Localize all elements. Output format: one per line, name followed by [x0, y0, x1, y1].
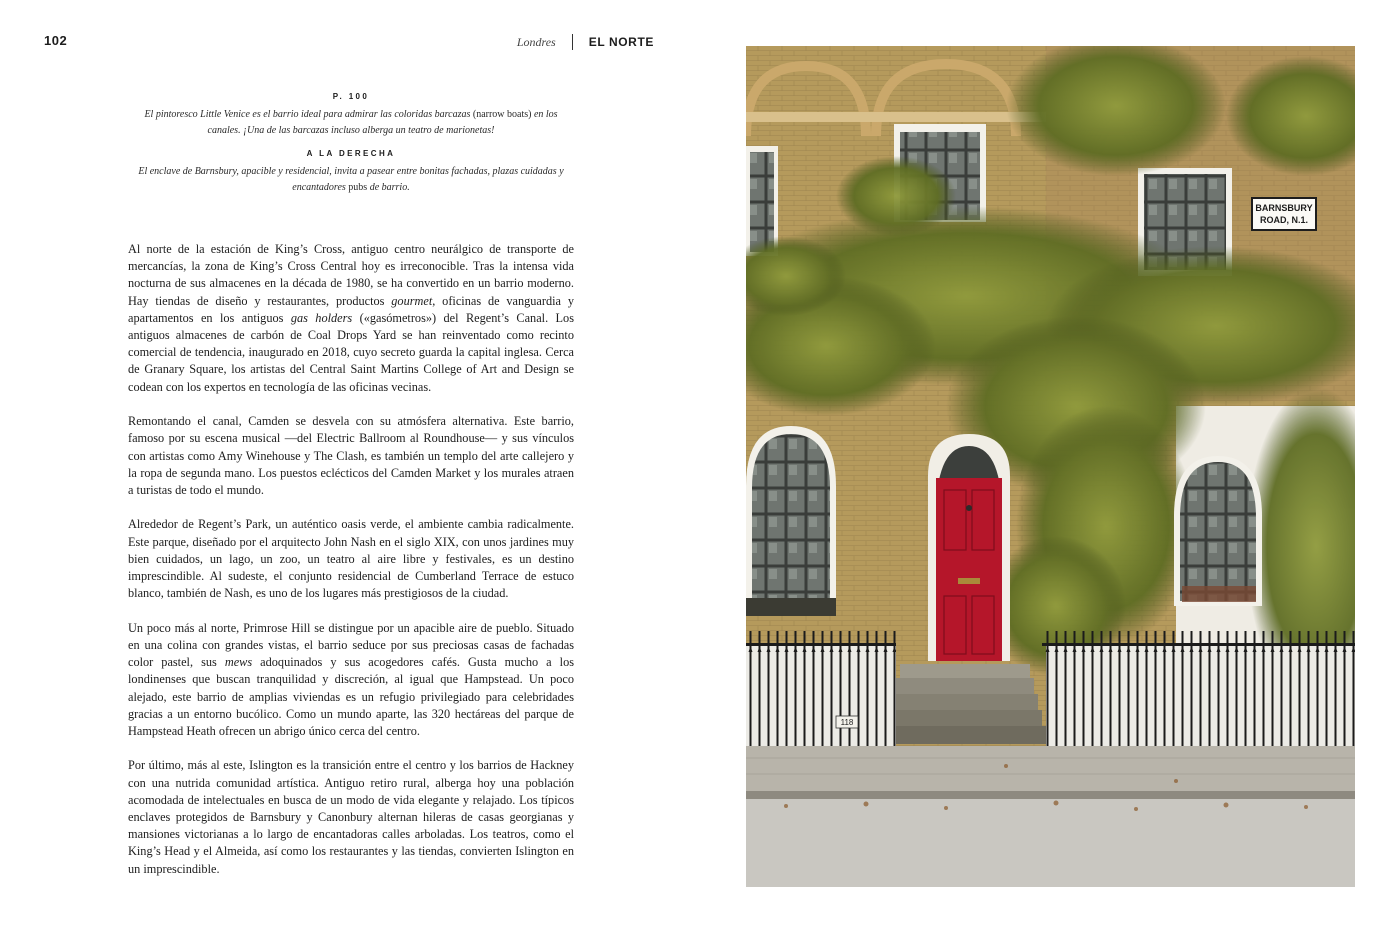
- curb: [746, 791, 1355, 799]
- caption-text: [128, 107, 574, 139]
- text-run: , oficinas de vanguardia y apartamentos en los antiguos: [128, 293, 574, 325]
- caption-segment: El enclave de Barnsbury, apacible y residencial, invita a pasear entre bonitas fachadas, plazas cuidadas y encantadores: [138, 166, 564, 193]
- caption-text: [128, 164, 574, 196]
- house-number: 118: [840, 718, 854, 727]
- street-sign: [1252, 198, 1316, 230]
- body-paragraph: [128, 757, 574, 877]
- pavement: [746, 746, 1355, 791]
- running-head-divider: [572, 34, 573, 50]
- caption-segment: El pintoresco Little Venice es el barrio ideal para admirar las coloridas barcazas: [144, 109, 473, 120]
- caption-label: A LA DERECHA: [306, 149, 396, 158]
- text-run: Por último, más al este, Islington es la transición entre el centro y los barrios de Hackney con una nutrida comunidad artística. Antiguo retiro rural, alberga hoy una población acomodada de intelectuales en busca de un modo de vida elegante y relajado. Los típicos enclaves protegidos de Barnsbury y Canonbury alternan hileras de casas georgianas y mansiones victorianas a lo largo de encantadoras calles arboladas. Los teatros, como el King’s Head y el Almeida, así como los restaurantes y las tiendas, convierten Islington en un imprescindible.: [128, 758, 574, 876]
- italic-term: mews: [224, 655, 253, 670]
- house-number-plate: [836, 716, 858, 728]
- street-photo: [746, 46, 1355, 887]
- iron-railing: [1042, 631, 1355, 746]
- text-run: («gasómetros») del Regent’s Canal. Los antiguos almacenes de carbón de Coal Drops Yard se han reinventado como recinto comercial de tendencia, inaugurado en 2018, cuyo secreto guarda la capital inglesa. Cerca de Granary Square, los artistas del Central Saint Martins College of Art and Design se codean con los expertos en tecnología de las oficinas vecinas.: [128, 310, 574, 394]
- arched-window-right: [1174, 456, 1262, 606]
- body-paragraph: [128, 516, 574, 602]
- body-paragraph: [128, 413, 574, 499]
- text-run: Un poco más al norte, Primrose Hill se distingue por un apacible aire de pueblo. Situado en una colina con grandes vistas, el barrio seduce por sus preciosas casas de fachadas color pastel, sus: [128, 620, 574, 670]
- caption-segment: de barrio.: [367, 182, 410, 193]
- text-run: adoquinados y sus acogedores cafés. Gusta mucho a los londinenses que buscan tranquilidad y discreción, al igual que Hampstead. Un poco alejado, este barrio de amplias viviendas es un refugio privilegiado para celebridades gracias a un entorno bucólico. Como un mundo aparte, las 320 hectáreas del parque de Hampstead Heath ofrecen un abrigo único cerca del centro.: [128, 655, 575, 738]
- page-number: 102: [44, 33, 68, 48]
- body-paragraph: [128, 620, 574, 740]
- text-run: Remontando el canal, Camden se desvela con su atmósfera alternativa. Este barrio, famoso por su escena musical —del Electric Ballroom al Roundhouse— y sus vínculos con artistas como Amy Winehouse y The Clash, es también un templo del arte callejero y la ropa de segunda mano. Los puestos eclécticos del Camden Market y los murales atraen a turistas de todo el mundo.: [128, 414, 574, 497]
- running-head-city: Londres: [516, 34, 556, 49]
- street-sign-line2: ROAD, N.1.: [1259, 215, 1309, 225]
- italic-term: gourmet: [391, 293, 433, 308]
- caption-label: P. 100: [332, 92, 370, 101]
- text-run: Al norte de la estación de King’s Cross, antiguo centro neurálgico de transporte de mercancías, la zona de King’s Cross Central hoy es irreconocible. Tras la intensa vida nocturna de sus almacenes en la década de 1980, se ha convertido en un barrio moderno. Hay tiendas de diseño y restaurantes, productos: [128, 242, 574, 308]
- caption-segment: en los canales. ¡Una de las barcazas incluso alberga un teatro de marionetas!: [207, 109, 558, 136]
- running-head: [517, 34, 654, 50]
- italic-term: gas holders: [290, 310, 353, 325]
- caption-segment: (narrow boats): [472, 109, 532, 120]
- road: [746, 799, 1355, 887]
- iron-railing: [746, 631, 896, 746]
- running-head-section: EL NORTE: [588, 35, 654, 49]
- text-run: Alrededor de Regent’s Park, un auténtico oasis verde, el ambiente cambia radicalmente. Este parque, diseñado por el arquitecto John Nash en el siglo XIX, con unos jardines muy bien cuidados, un lago, un zoo, un teatro al aire libre y festivales, es un destino imprescindible. Al sudeste, el conjunto residencial de Cumberland Terrace de estuco blanco, también de Nash, es uno de los lugares más prestigiosos de la ciudad.: [128, 517, 574, 601]
- caption-segment: pubs: [348, 182, 368, 193]
- street-sign-line1: BARNSBURY: [1255, 203, 1313, 213]
- body-paragraph: [128, 241, 574, 396]
- photo-captions: [128, 92, 574, 206]
- article-body: [128, 241, 574, 895]
- front-door: [928, 434, 1010, 661]
- front-steps: [884, 664, 1046, 744]
- arched-window-left: [746, 426, 836, 616]
